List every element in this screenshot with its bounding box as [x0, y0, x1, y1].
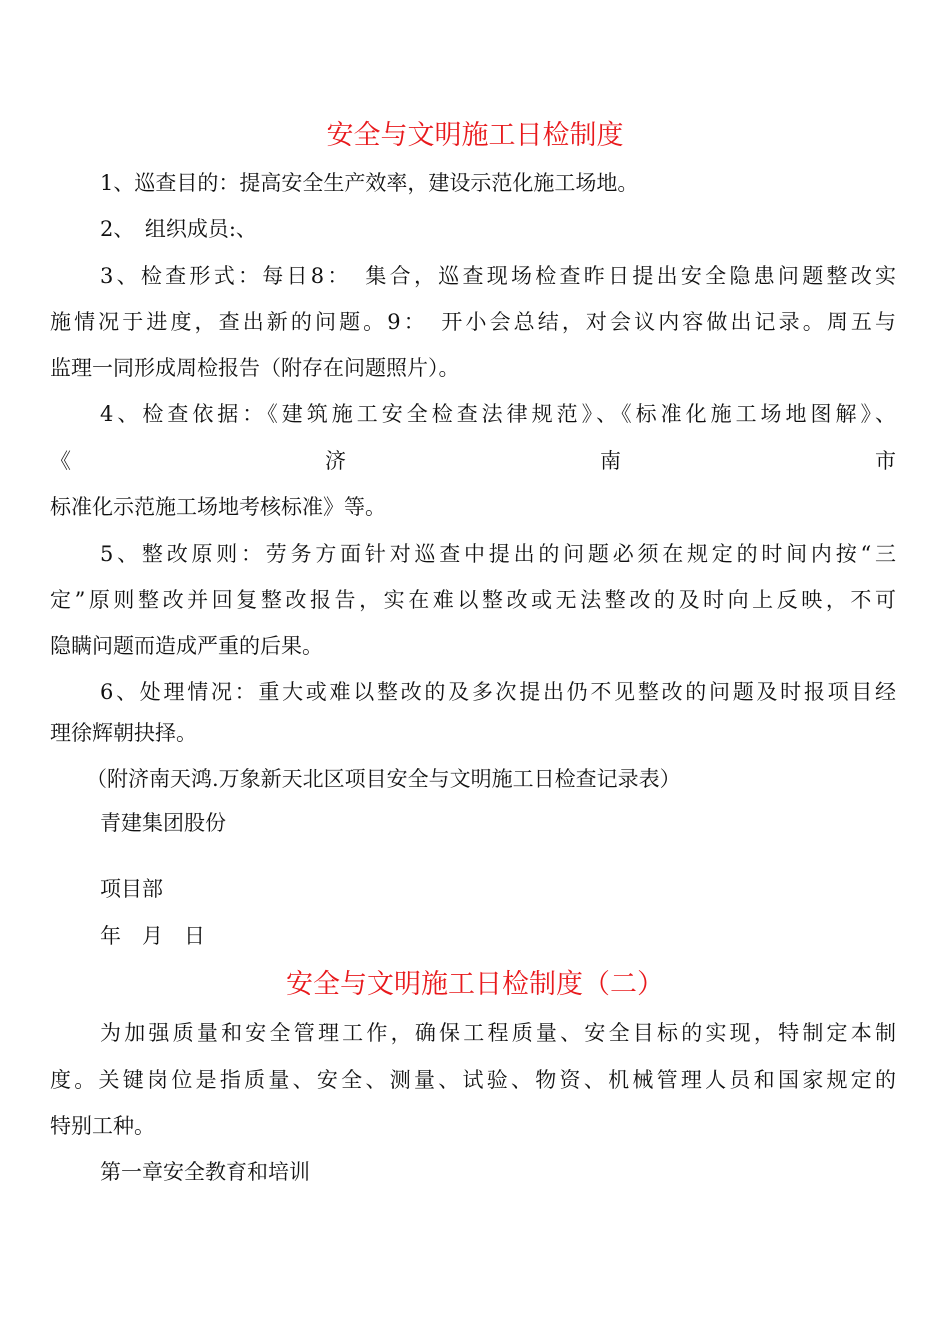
text-segment: 南	[600, 449, 621, 473]
paragraph-intro-line: 特别工种。	[50, 1114, 155, 1138]
paragraph-rectify-line: 定”原则整改并回复整改报告，实在难以整改或无法整改的及时向上反映，不可	[50, 588, 896, 612]
paragraph-form-line: 施情况于进度，查出新的问题。9： 开小会总结，对会议内容做出记录。周五与	[50, 310, 896, 334]
text-segment: 市	[875, 449, 896, 473]
paragraph-intro-line: 度。关键岗位是指质量、安全、测量、试验、物资、机械管理人员和国家规定的	[50, 1068, 896, 1092]
chapter-heading: 第一章安全教育和培训	[100, 1160, 310, 1184]
paragraph-rectify-line: 隐瞒问题而造成严重的后果。	[50, 634, 323, 658]
paragraph-purpose: 1、巡查目的：提高安全生产效率，建设示范化施工场地。	[100, 171, 639, 195]
paragraph-basis-line: 4、检查依据：《建筑施工安全检查法律规范》、《标准化施工场地图解》、	[100, 402, 896, 426]
paragraph-form-line: 3、检查形式：每日8： 集合，巡查现场检查昨日提出安全隐患问题整改实	[100, 264, 896, 288]
text-segment: 《	[50, 449, 71, 473]
department-name: 项目部	[100, 877, 163, 901]
paragraph-handling-line: 理徐辉朝抉择。	[50, 721, 197, 745]
paragraph-members: 2、 组织成员:、	[100, 217, 257, 241]
document-title-2: 安全与文明施工日检制度（二）	[286, 969, 664, 1000]
document-title: 安全与文明施工日检制度	[326, 120, 624, 151]
date-line: 年 月 日	[100, 924, 205, 948]
company-name: 青建集团股份	[100, 811, 226, 835]
paragraph-basis-line: 标准化示范施工场地考核标准》等。	[50, 495, 386, 519]
paragraph-basis-spread-line	[50, 446, 896, 476]
paragraph-rectify-line: 5、整改原则：劳务方面针对巡查中提出的问题必须在规定的时间内按“三	[100, 542, 896, 566]
paragraph-intro-line: 为加强质量和安全管理工作，确保工程质量、安全目标的实现，特制定本制	[100, 1021, 896, 1045]
paragraph-form-line: 监理一同形成周检报告（附存在问题照片）。	[50, 356, 460, 380]
text-segment: 济	[325, 449, 346, 473]
paragraph-handling-line: 6、处理情况：重大或难以整改的及多次提出仍不见整改的问题及时报项目经	[100, 680, 896, 704]
attachment-note: （附济南天鸿.万象新天北区项目安全与文明施工日检查记录表）	[86, 767, 681, 791]
